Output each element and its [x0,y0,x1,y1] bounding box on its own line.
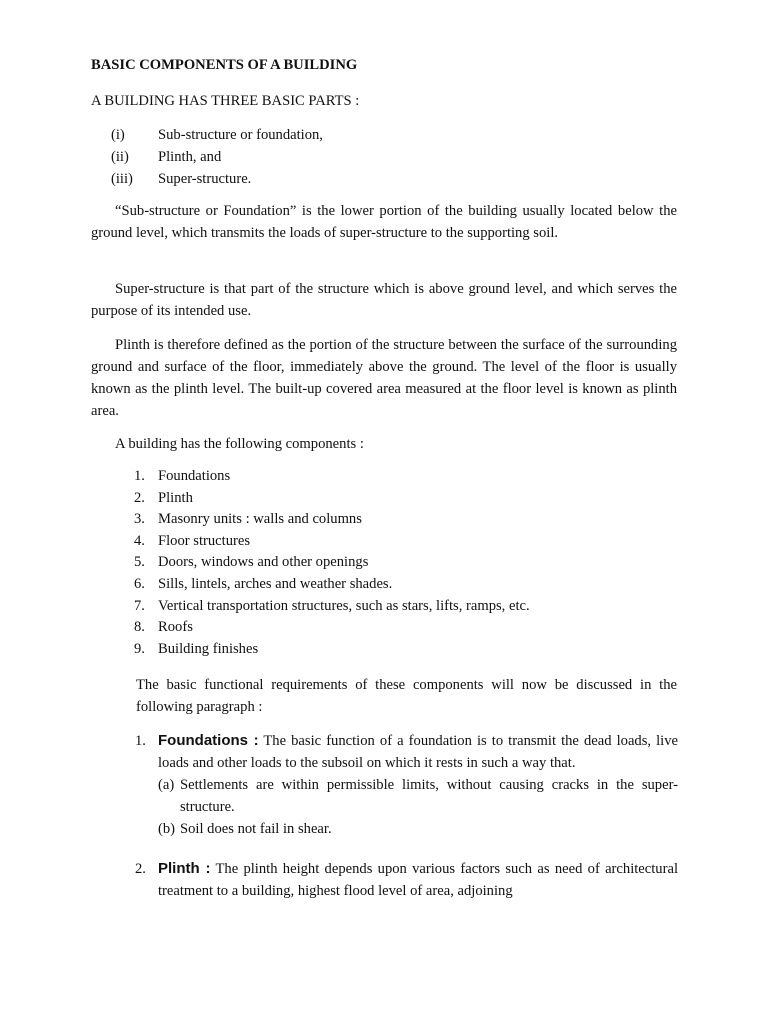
sub-item-text: Settlements are within permissible limits, without causing cracks in the super-structure. [180,777,678,815]
components-list [134,466,530,660]
sub-item-label: (a) [158,777,175,793]
list-item-number: 5. [134,554,145,571]
list-item-number: 1. [134,468,145,484]
list-item-number: (iii) [111,171,133,187]
list-item-text: Super-structure. [158,171,252,187]
item-number: 1. [135,733,146,749]
list-item [134,596,530,618]
item-body [158,858,678,902]
list-item [111,168,323,190]
sub-item [158,818,678,840]
list-item-number: 9. [134,640,145,657]
list-item-number: 3. [134,511,145,528]
list-item-number: 4. [134,532,145,549]
document-heading: BASIC COMPONENTS OF A BUILDING [91,57,358,73]
list-item-number: 8. [134,619,145,636]
substructure-paragraph: “Sub-structure or Foundation” is the lower portion of the building usually located below the ground level, which transmits the loads of super-structure to the supporting soil. [91,203,677,241]
list-item [111,124,323,146]
list-item-text: Doors, windows and other openings [158,554,369,571]
item-title: Plinth : [158,860,211,877]
list-item-number: (ii) [111,149,129,165]
item-text: The basic function of a foundation is to transmit the dead loads, live loads and other loads to the subsoil on which it rests in such a way that. [158,733,678,771]
list-item-text: Foundations [158,468,231,484]
sub-item [158,774,678,818]
list-item-text: Masonry units : walls and columns [158,511,362,528]
list-item-text: Sub-structure or foundation, [158,127,323,143]
plinth-paragraph: Plinth is therefore defined as the portion of the structure between the surface of the surrounding ground and surface of the floor, immediately above the ground. The level of the floor is usually known as the plinth level. The built-up covered area measured at the floor level is known as plinth area. [91,337,677,419]
list-item [134,617,530,639]
list-item-number: 7. [134,597,145,614]
list-item-text: Plinth, and [158,149,222,165]
list-item [134,509,530,531]
list-item-text: Plinth [158,489,193,506]
components-intro: A building has the following components : [115,436,364,452]
item-title: Foundations : [158,732,259,749]
item-intro [158,730,678,774]
item-number: 2. [135,861,146,877]
list-item [134,574,530,596]
list-item-text: Floor structures [158,532,251,549]
item-body [158,730,678,840]
item-text: The plinth height depends upon various factors such as need of architectural treatment to a building, highest flood level of area, adjoining [158,861,679,899]
list-item-number: 2. [134,489,145,506]
list-item-number: (i) [111,127,125,143]
functional-intro-paragraph: The basic functional requirements of these components will now be discussed in the following paragraph : [136,677,677,715]
list-item [134,531,530,553]
sub-item-label: (b) [158,821,176,837]
list-item-text: Sills, lintels, arches and weather shades. [158,575,393,592]
foundations-item [135,730,678,840]
basic-parts-list [111,124,323,190]
list-item-text: Vertical transportation structures, such as stars, lifts, ramps, etc. [158,597,530,614]
list-item [134,466,530,488]
list-item-text: Building finishes [158,640,259,657]
list-item [111,146,323,168]
list-item-number: 6. [134,575,145,592]
list-item [134,639,530,661]
plinth-item [135,858,678,902]
list-item-text: Roofs [158,619,193,636]
list-item [134,552,530,574]
sub-item-text: Soil does not fail in shear. [180,821,332,837]
superstructure-paragraph: Super-structure is that part of the structure which is above ground level, and which serves the purpose of its intended use. [91,281,677,319]
intro-line: A BUILDING HAS THREE BASIC PARTS : [91,93,360,109]
list-item [134,488,530,510]
